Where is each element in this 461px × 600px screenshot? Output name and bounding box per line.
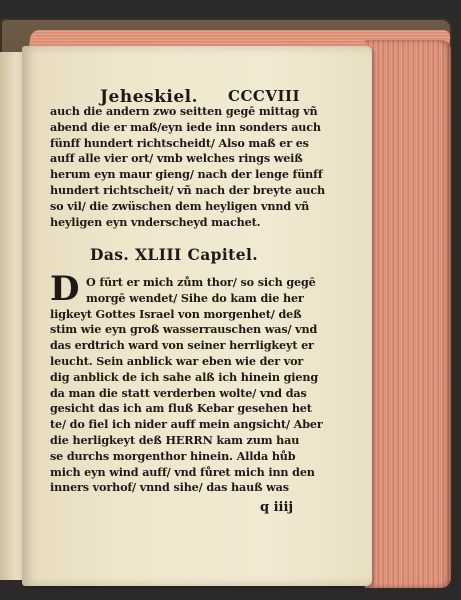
signature-mark: q iiij [260, 500, 294, 515]
text-line: da man die statt verderben wolte/ vnd das [50, 385, 307, 400]
text-line: so vil/ die zwüschen dem heyligen vnnd vñ [50, 198, 310, 213]
text-line: hundert richtscheit/ vñ nach der breyte auch [50, 182, 326, 197]
text-line: dig anblick de ich sahe alß ich hinein gieng [50, 369, 319, 384]
drop-cap-initial: D [50, 269, 80, 309]
text-line: herum eyn maur gieng/ nach der lenge fünff [50, 167, 323, 182]
text-line: mich eyn wind auff/ vnd fůret mich inn den [50, 464, 315, 479]
text-line: abend die er maß/eyn iede inn sonders auch [50, 119, 321, 134]
paragraph-continuation [50, 104, 326, 230]
text-line: ligkeyt Gottes Israel von morgenhet/ deß [50, 306, 302, 321]
text-line: O fūrt er mich zům thor/ so sich gegē [86, 275, 316, 289]
text-line: auff alle vier ort/ vmb welches rings weiß [50, 151, 303, 166]
folio-number: CCCVIII [228, 87, 301, 105]
chapter-paragraph [50, 275, 326, 496]
text-line: heyligen eyn vnderscheyd machet. [50, 214, 261, 229]
text-line: fünff hundert richtscheidt/ Also maß er es [50, 135, 309, 150]
running-title: Jeheskiel. [100, 87, 199, 107]
text-line: gesicht das ich am fluß Kebar gesehen het [50, 401, 312, 416]
text-line: inners vorhof/ vnnd sihe/ das hauß was [50, 480, 289, 495]
text-line: leucht. Sein anblick war eben wie der vor [50, 353, 304, 368]
text-line: die herligkeyt deß HERRN kam zum hau [50, 432, 300, 447]
text-line: das erdtrich ward von seiner herrligkeyt er [50, 338, 314, 353]
text-line: morgē wendet/ Sihe do kam die her [86, 290, 304, 305]
text-line: auch die andern zwo seitten gegē mittag vñ [50, 104, 318, 118]
text-line: se durchs morgenthor hinein. Allda hůb [50, 448, 296, 463]
chapter-heading: Das. XLIII Capitel. [90, 245, 259, 264]
text-line: stim wie eyn groß wasserrauschen was/ vnd [50, 322, 318, 337]
page-fore-edge [365, 40, 451, 588]
text-line: te/ do fiel ich nider auff mein angsicht/ Aber [50, 417, 323, 432]
